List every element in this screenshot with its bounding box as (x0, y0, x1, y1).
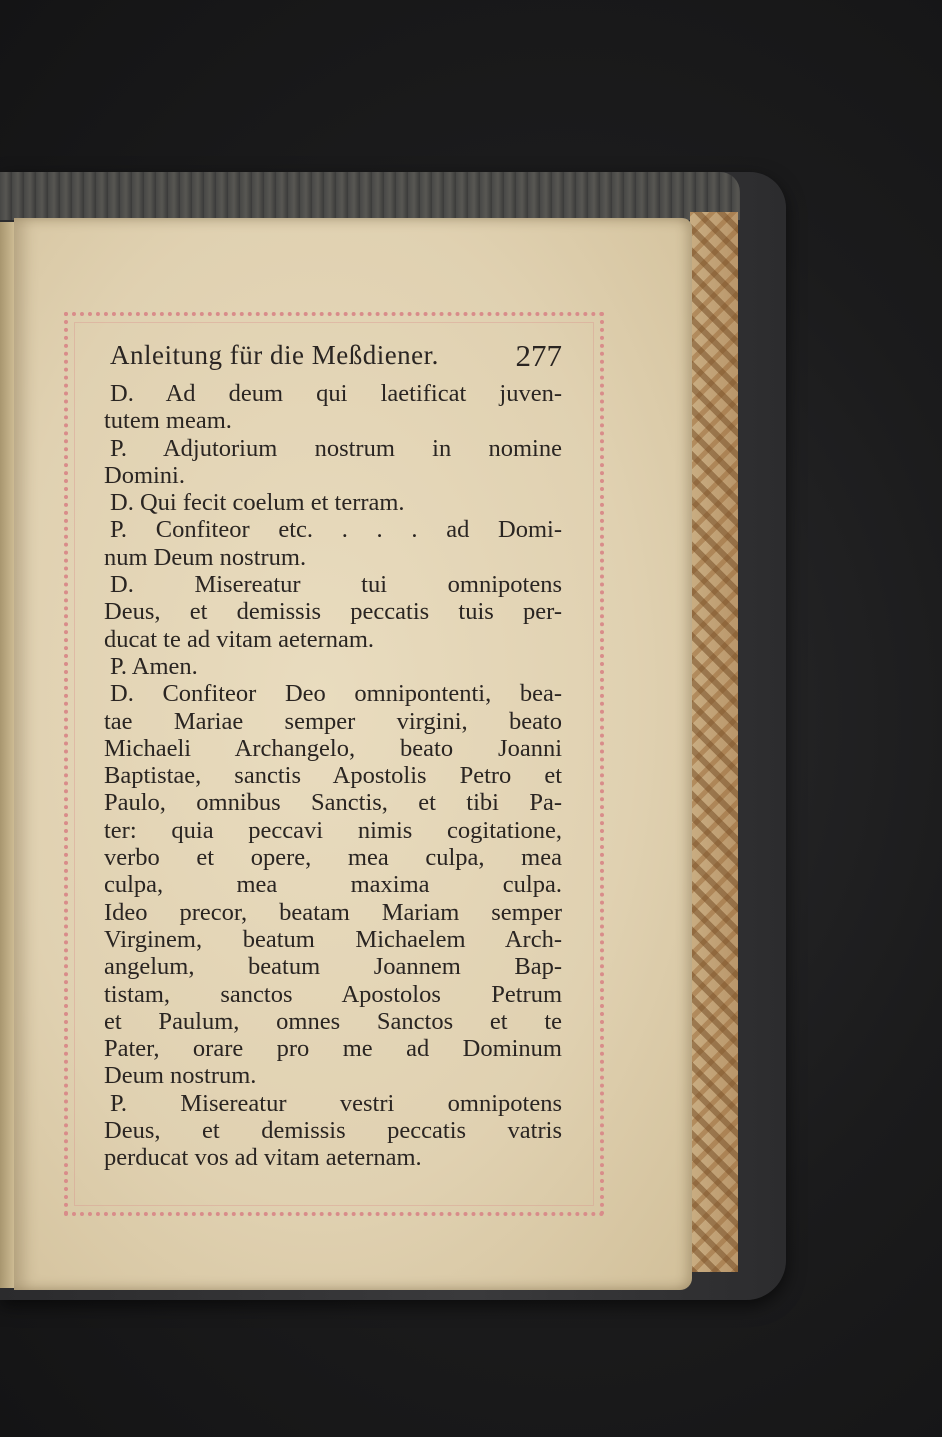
page-content (104, 340, 562, 1172)
cover-top-edge (0, 172, 740, 220)
text-line: perducat vos ad vitam aeternam. (104, 1144, 422, 1172)
text-line: ter: quia peccavi nimis cogitatione, (104, 816, 562, 844)
text-line: Baptistae, sanctis Apostolis Petro et (104, 762, 562, 790)
text-line: Deum nostrum. (104, 1062, 257, 1090)
page-number: 277 (515, 338, 562, 373)
page-edge-pattern (690, 212, 738, 1272)
text-body (104, 380, 562, 1172)
running-header (104, 340, 562, 374)
header-title: Anleitung für die Meßdiener. (110, 340, 439, 370)
text-line: P. Misereatur vestri omnipotens (110, 1089, 562, 1117)
text-line: tae Mariae semper virgini, beato (104, 707, 562, 735)
text-line: Deus, et demissis peccatis tuis per- (104, 598, 562, 626)
text-line: D. Ad deum qui laetificat juven- (110, 380, 562, 407)
text-line: Michaeli Archangelo, beato Joanni (104, 734, 562, 762)
text-line: Ideo precor, beatam Mariam semper (104, 898, 562, 926)
text-line: tutem meam. (104, 407, 232, 435)
text-line: Deus, et demissis peccatis vatris (104, 1117, 562, 1145)
text-line: Pater, orare pro me ad Dominum (104, 1035, 562, 1063)
text-line: et Paulum, omnes Sanctos et te (104, 1007, 562, 1035)
text-line: Paulo, omnibus Sanctis, et tibi Pa- (104, 789, 562, 817)
text-line: P. Adjutorium nostrum in nomine (110, 434, 562, 462)
text-line: culpa, mea maxima culpa. (104, 871, 562, 899)
text-line: D. Qui fecit coelum et terram. (110, 489, 405, 517)
text-line: num Deum nostrum. (104, 543, 307, 571)
text-line: P. Amen. (110, 652, 198, 680)
text-line: angelum, beatum Joannem Bap- (104, 953, 562, 981)
text-line: Virginem, beatum Michaelem Arch- (104, 925, 562, 953)
text-line: D. Confiteor Deo omnipontenti, bea- (110, 680, 562, 708)
text-line: verbo et opere, mea culpa, mea (104, 844, 562, 872)
text-line: Domini. (104, 461, 185, 489)
text-line: ducat te ad vitam aeternam. (104, 625, 375, 653)
text-line: D. Misereatur tui omnipotens (110, 571, 562, 599)
left-page-edge (0, 222, 14, 1288)
text-line: P. Confiteor etc. . . . ad Domi- (110, 516, 562, 544)
text-line: tistam, sanctos Apostolos Petrum (104, 980, 562, 1008)
